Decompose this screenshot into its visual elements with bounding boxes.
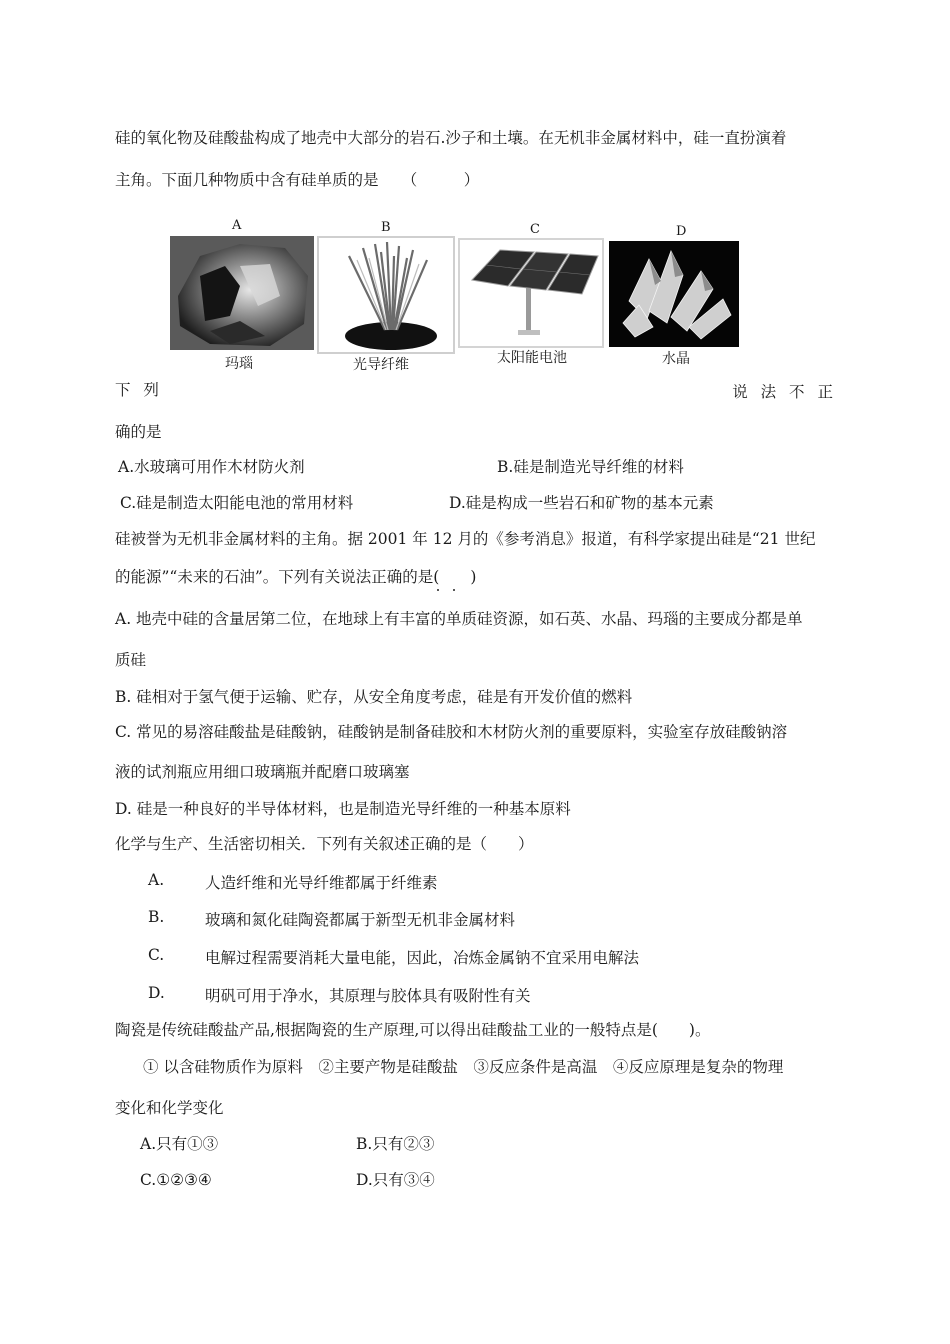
q4-option-a-key: A.: [148, 871, 165, 889]
q5-stem: 陶瓷是传统硅酸盐产品,根据陶瓷的生产原理,可以得出硅酸盐工业的一般特点是( )。: [115, 1021, 711, 1039]
image-letter-b: B: [381, 220, 391, 235]
q2-stem-line2: 确的是: [115, 423, 162, 441]
q2-option-b: B.硅是制造光导纤维的材料: [497, 458, 684, 476]
q3-option-c-line2: 液的试剂瓶应用细口玻璃瓶并配磨口玻璃塞: [115, 763, 410, 781]
caption-solar-cell: 太阳能电池: [497, 350, 567, 366]
solar-panel-image: [458, 238, 604, 348]
q3-stem-line1: 硅被誉为无机非金属材料的主角。据 2001 年 12 月的《参考消息》报道，有科学家提出硅是“21 世纪: [115, 530, 816, 548]
q2-stem-right: 说 法 不 正: [732, 383, 837, 401]
optical-fiber-image: [317, 236, 455, 354]
q3-stem-line2: 的能源”“未来的石油”。下列有关说法正确的是( ): [115, 568, 477, 586]
q2-option-c: C.硅是制造太阳能电池的常用材料: [120, 494, 354, 512]
q5-option-a: A.只有①③: [140, 1135, 219, 1153]
image-letter-d: D: [676, 224, 687, 239]
q3-option-a-line2: 质硅: [115, 651, 147, 669]
caption-optical-fiber: 光导纤维: [353, 357, 409, 373]
caption-crystal: 水晶: [662, 351, 690, 367]
image-letter-a: A: [232, 218, 242, 233]
q3-option-b: B. 硅相对于氢气便于运输、贮存，从安全角度考虑，硅是有开发价值的燃料: [115, 688, 633, 706]
caption-agate: 玛瑙: [225, 356, 253, 372]
q4-option-b-key: B.: [148, 908, 165, 926]
q5-option-b: B.只有②③: [356, 1135, 435, 1153]
q3-option-c-line1: C. 常见的易溶硅酸盐是硅酸钠，硅酸钠是制备硅胶和木材防火剂的重要原料，实验室存放硅酸钠溶: [115, 723, 788, 741]
q2-stem-left: 下 列: [115, 381, 163, 399]
q4-option-b-text: 玻璃和氮化硅陶瓷都属于新型无机非金属材料: [205, 911, 516, 929]
q4-option-c-text: 电解过程需要消耗大量电能，因此，冶炼金属钠不宜采用电解法: [205, 949, 640, 967]
agate-image: [170, 236, 314, 350]
crystal-image: [609, 241, 739, 347]
q5-option-c: C.①②③④: [140, 1171, 212, 1189]
image-letter-c: C: [530, 222, 540, 237]
q4-option-d-text: 明矾可用于净水，其原理与胶体具有吸附性有关: [205, 987, 531, 1005]
q5-points-line2: 变化和化学变化: [115, 1099, 224, 1117]
q4-option-c-key: C.: [148, 946, 165, 964]
q1-stem-line2: 主角。下面几种物质中含有硅单质的是 （ ）: [115, 171, 480, 189]
q3-option-d: D. 硅是一种良好的半导体材料，也是制造光导纤维的一种基本原料: [115, 800, 571, 818]
q4-option-d-key: D.: [148, 984, 165, 1002]
q5-option-d: D.只有③④: [356, 1171, 435, 1189]
q5-points-line1: ① 以含硅物质作为原料 ②主要产物是硅酸盐 ③反应条件是高温 ④反应原理是复杂的物理: [143, 1058, 784, 1076]
q2-option-a: A.水玻璃可用作木材防火剂: [118, 458, 305, 476]
q4-stem: 化学与生产、生活密切相关．下列有关叙述正确的是（ ）: [115, 835, 534, 853]
q2-option-d: D.硅是构成一些岩石和矿物的基本元素: [449, 494, 714, 512]
emphasis-dot: [453, 589, 455, 591]
q3-option-a-line1: A. 地壳中硅的含量居第二位，在地球上有丰富的单质硅资源，如石英、水晶、玛瑙的主要成分都是单: [115, 610, 803, 628]
q1-stem-line1: 硅的氧化物及硅酸盐构成了地壳中大部分的岩石.沙子和土壤。在无机非金属材料中，硅一直扮演着: [115, 129, 787, 147]
q4-option-a-text: 人造纤维和光导纤维都属于纤维素: [205, 874, 438, 892]
emphasis-dot: [437, 589, 439, 591]
